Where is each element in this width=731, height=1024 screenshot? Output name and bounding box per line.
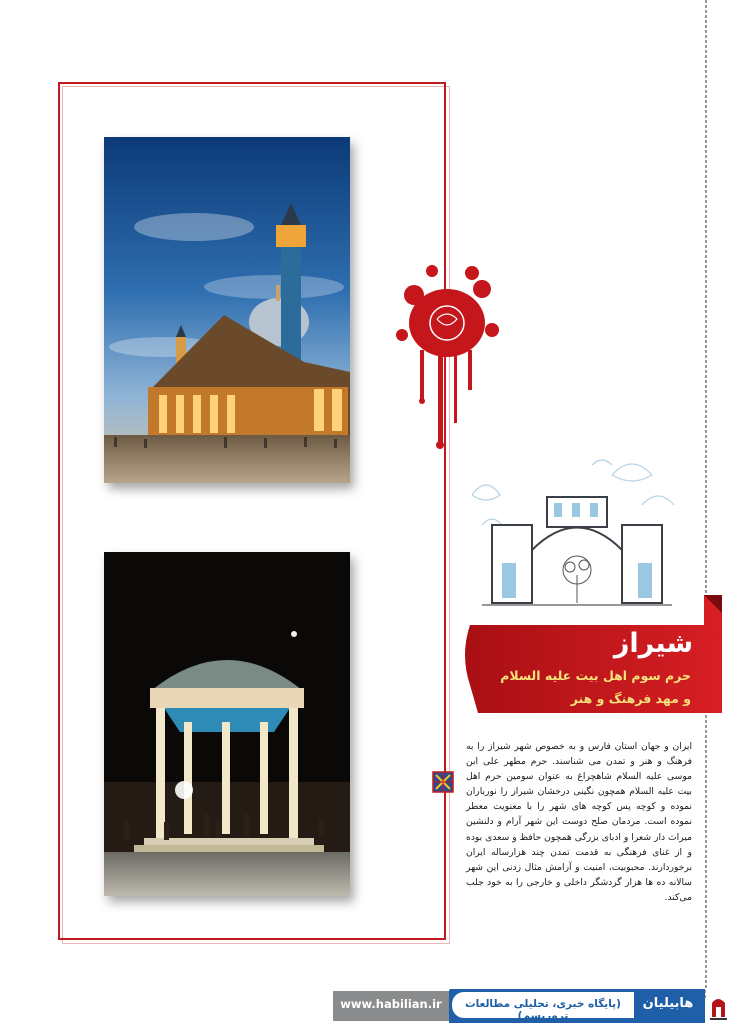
ink-splash-seal [392, 255, 502, 460]
title-subtitle-line1: حرم سوم اهل بیت علیه السلام [500, 668, 691, 683]
quran-gate-illustration [462, 455, 692, 610]
shrine-photo [104, 137, 350, 483]
page-title: شیراز [613, 628, 693, 659]
habilian-logo-icon [706, 989, 731, 1023]
footer-subtitle: (پایگاه خبری، تحلیلی مطالعات تروریسم) [465, 998, 621, 1022]
footer-url-link[interactable]: www.habilian.ir [340, 997, 442, 1011]
shrine-photo-image [104, 137, 350, 483]
footer-brand-name: هابیلیان [642, 996, 694, 1011]
hafez-tomb-photo [104, 552, 350, 896]
title-subtitle-line2: و مهد فرهنگ و هنر [570, 691, 691, 706]
chain-decoration [704, 0, 708, 1000]
hafez-tomb-photo-image [104, 552, 350, 896]
article-body: ایران و جهان استان فارس و به خصوص شهر شیراز را به فرهنگ و هنر و تمدن می شناسند. حرم مطهر علی ابن موسی علیه السلام شاهچراغ به عنوان سومین حرم اهل بیت علیه السلام همچون نگینی درخشان شیراز را نورباران نموده و کوچه پس کوچه های شهر را با معنویت معطر نموده است. مردمان صلح دوست این شهر آرام و دلنشین میراث دار شعرا و ادبای بزرگی همچون حافظ و سعدی بوده و از غنای فرهنگی به قدمت تمدن چند هزارساله ایران برخوردارند. محبوبیت، امنیت و آرامش مثال زدنی این شهر سالانه ده ها هزار گردشگر داخلی و خارجی را به خود جلب می‌کند. [466, 741, 692, 903]
knot-ornament-icon [432, 771, 454, 793]
